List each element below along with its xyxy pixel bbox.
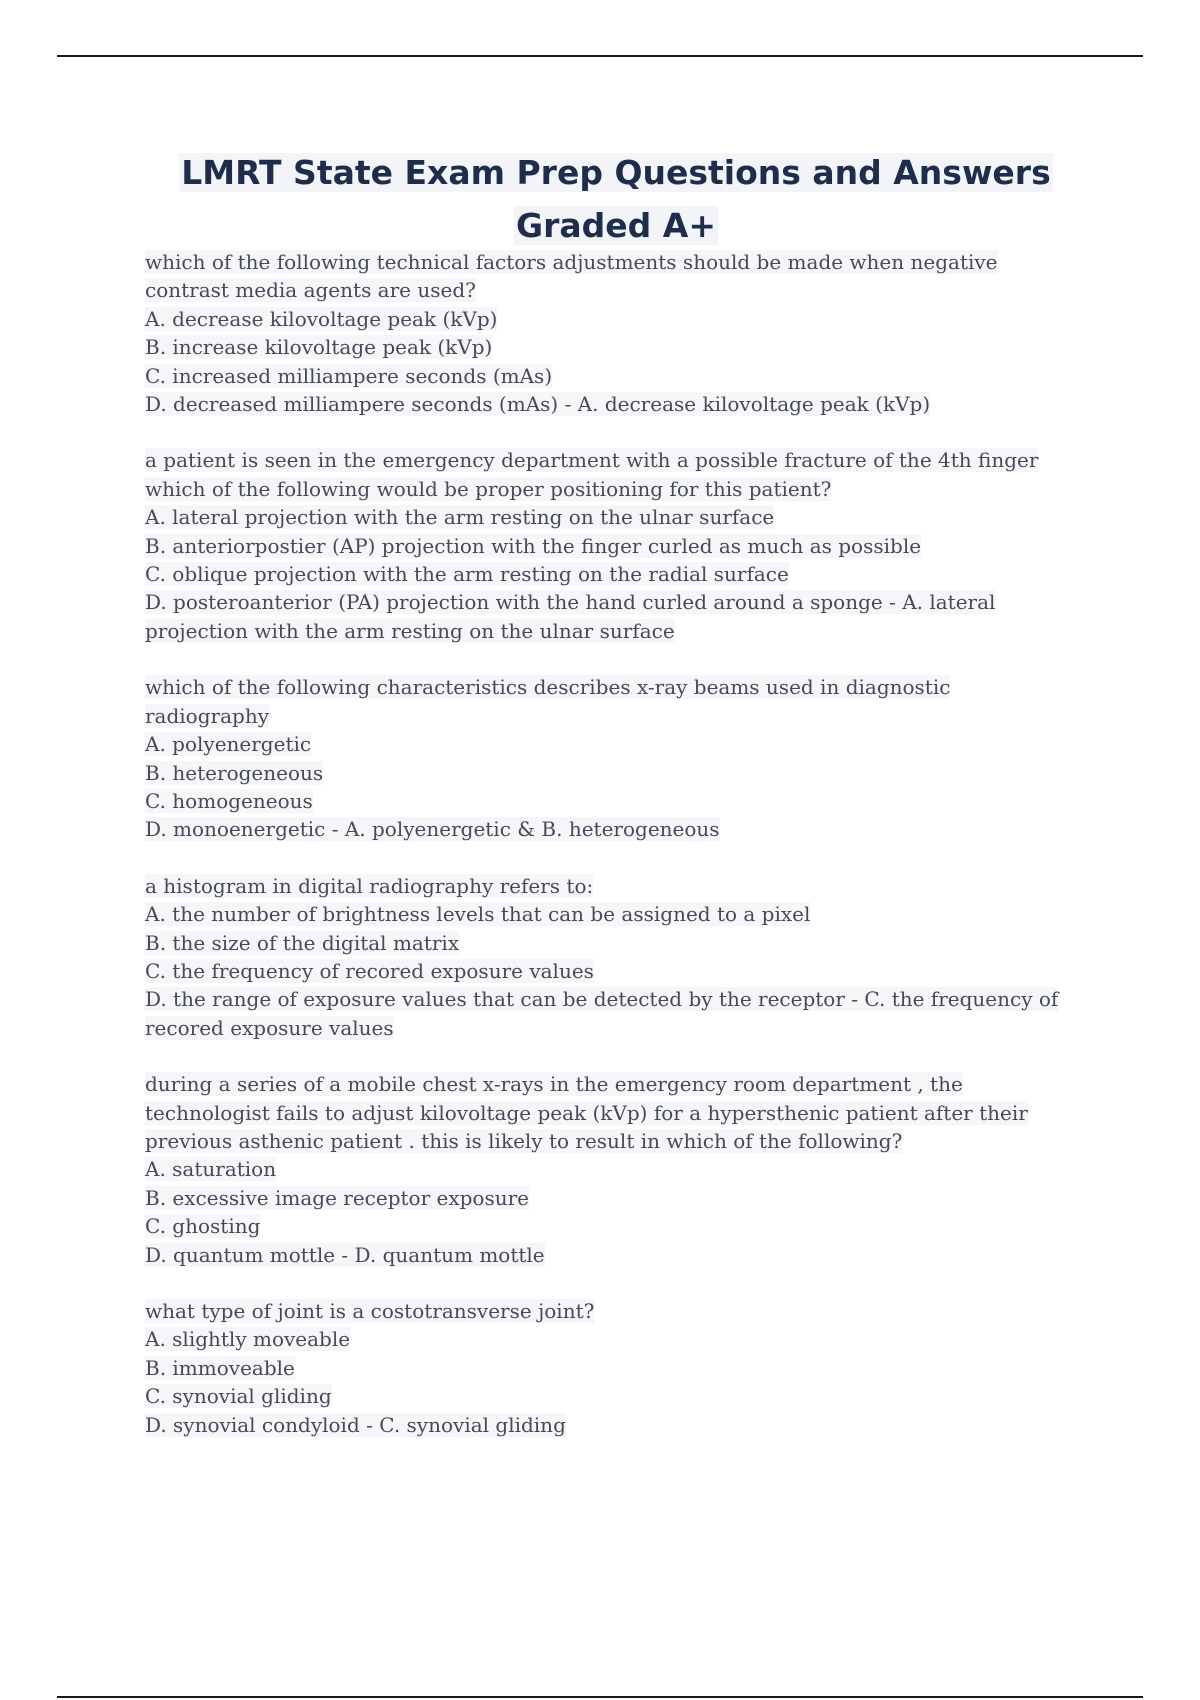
qa-line: [145, 503, 1085, 531]
qa-line-text: A. decrease kilovoltage peak (kVp): [145, 306, 498, 331]
qa-list: [145, 248, 1085, 1467]
qa-line: [145, 673, 1085, 701]
qa-line: [145, 305, 1085, 333]
qa-line: [145, 390, 1085, 418]
qa-line-text: C. increased milliampere seconds (mAs): [145, 363, 553, 388]
qa-line: [145, 1155, 1085, 1183]
qa-item: [145, 1297, 1085, 1439]
qa-line-text: A. slightly moveable: [145, 1327, 351, 1352]
qa-line: [145, 475, 1085, 503]
qa-line: [145, 872, 1085, 900]
qa-line-text: which of the following technical factors adjustments should be made when negative: [145, 250, 998, 274]
qa-line-text: C. oblique projection with the arm resting on the radial surface: [145, 562, 789, 587]
qa-line: [145, 276, 1085, 304]
qa-line: [145, 362, 1085, 390]
qa-line-text: radiography: [145, 703, 269, 728]
qa-line: [145, 985, 1085, 1013]
qa-line: [145, 1099, 1085, 1127]
qa-line: [145, 1127, 1085, 1155]
qa-line-text: B. the size of the digital matrix: [145, 930, 460, 955]
qa-item: [145, 446, 1085, 645]
qa-line-text: B. immoveable: [145, 1355, 295, 1380]
qa-line-text: what type of joint is a costotransverse joint?: [145, 1299, 595, 1323]
qa-line-text: which of the following characteristics describes x-ray beams used in diagnostic: [145, 675, 951, 700]
qa-line-text: contrast media agents are used?: [145, 278, 476, 303]
qa-line-text: D. posteroanterior (PA) projection with the hand curled around a sponge - A. lateral: [145, 590, 996, 615]
qa-line: [145, 1014, 1085, 1042]
qa-line: [145, 248, 1085, 276]
qa-line-text: B. excessive image receptor exposure: [145, 1185, 529, 1210]
qa-line-text: B. increase kilovoltage peak (kVp): [145, 335, 493, 360]
document-title: [146, 146, 1086, 252]
header-rule: [57, 55, 1143, 57]
qa-line-text: C. ghosting: [145, 1214, 261, 1239]
qa-line-text: D. quantum mottle - D. quantum mottle: [145, 1242, 545, 1267]
title-line-2: Graded A+: [516, 206, 716, 245]
qa-line: [145, 333, 1085, 361]
qa-line-text: technologist fails to adjust kilovoltage peak (kVp) for a hypersthenic patient after their: [145, 1100, 1028, 1125]
qa-line-text: D. synovial condyloid - C. synovial gliding: [145, 1412, 566, 1437]
qa-line: [145, 929, 1085, 957]
qa-line: [145, 1325, 1085, 1353]
qa-line-text: previous asthenic patient . this is likely to result in which of the following?: [145, 1128, 903, 1153]
qa-line-text: B. anteriorpostier (AP) projection with the finger curled as much as possible: [145, 533, 922, 558]
qa-line-text: D. decreased milliampere seconds (mAs) - A. decrease kilovoltage peak (kVp): [145, 392, 931, 417]
qa-line-text: a histogram in digital radiography refers to:: [145, 873, 594, 898]
title-line-1: LMRT State Exam Prep Questions and Answers: [181, 153, 1051, 192]
qa-line: [145, 1382, 1085, 1410]
qa-line: [145, 1212, 1085, 1240]
qa-line-text: D. monoenergetic - A. polyenergetic & B. heterogeneous: [145, 817, 720, 842]
qa-item: [145, 248, 1085, 418]
qa-line-text: B. heterogeneous: [145, 760, 324, 785]
qa-line: [145, 759, 1085, 787]
qa-line-text: A. lateral projection with the arm resting on the ulnar surface: [145, 505, 775, 530]
qa-line: [145, 1184, 1085, 1212]
qa-line: [145, 560, 1085, 588]
qa-line: [145, 1297, 1085, 1325]
qa-line: [145, 532, 1085, 560]
qa-line: [145, 588, 1085, 616]
qa-line-text: which of the following would be proper positioning for this patient?: [145, 476, 832, 501]
qa-line: [145, 815, 1085, 843]
qa-line-text: D. the range of exposure values that can be detected by the receptor - C. the frequency of: [145, 987, 1059, 1012]
qa-line: [145, 1354, 1085, 1382]
qa-line-text: A. polyenergetic: [145, 732, 312, 757]
qa-line-text: C. homogeneous: [145, 788, 313, 813]
qa-line-text: during a series of a mobile chest x-rays in the emergency room department , the: [145, 1072, 963, 1097]
qa-item: [145, 1070, 1085, 1269]
qa-line-text: a patient is seen in the emergency department with a possible fracture of the 4th finger: [145, 448, 1039, 473]
qa-item: [145, 673, 1085, 843]
qa-line: [145, 730, 1085, 758]
qa-line: [145, 617, 1085, 645]
qa-line: [145, 446, 1085, 474]
qa-line-text: recored exposure values: [145, 1015, 394, 1040]
qa-line-text: A. saturation: [145, 1157, 277, 1182]
qa-line: [145, 787, 1085, 815]
qa-line: [145, 702, 1085, 730]
qa-line-text: C. synovial gliding: [145, 1384, 332, 1409]
qa-line-text: A. the number of brightness levels that can be assigned to a pixel: [145, 902, 811, 927]
qa-line: [145, 1411, 1085, 1439]
qa-item: [145, 872, 1085, 1042]
footer-rule: [57, 1696, 1143, 1698]
qa-line: [145, 1241, 1085, 1269]
qa-line: [145, 957, 1085, 985]
qa-line-text: projection with the arm resting on the ulnar surface: [145, 618, 675, 643]
qa-line-text: C. the frequency of recored exposure values: [145, 958, 594, 983]
qa-line: [145, 900, 1085, 928]
qa-line: [145, 1070, 1085, 1098]
